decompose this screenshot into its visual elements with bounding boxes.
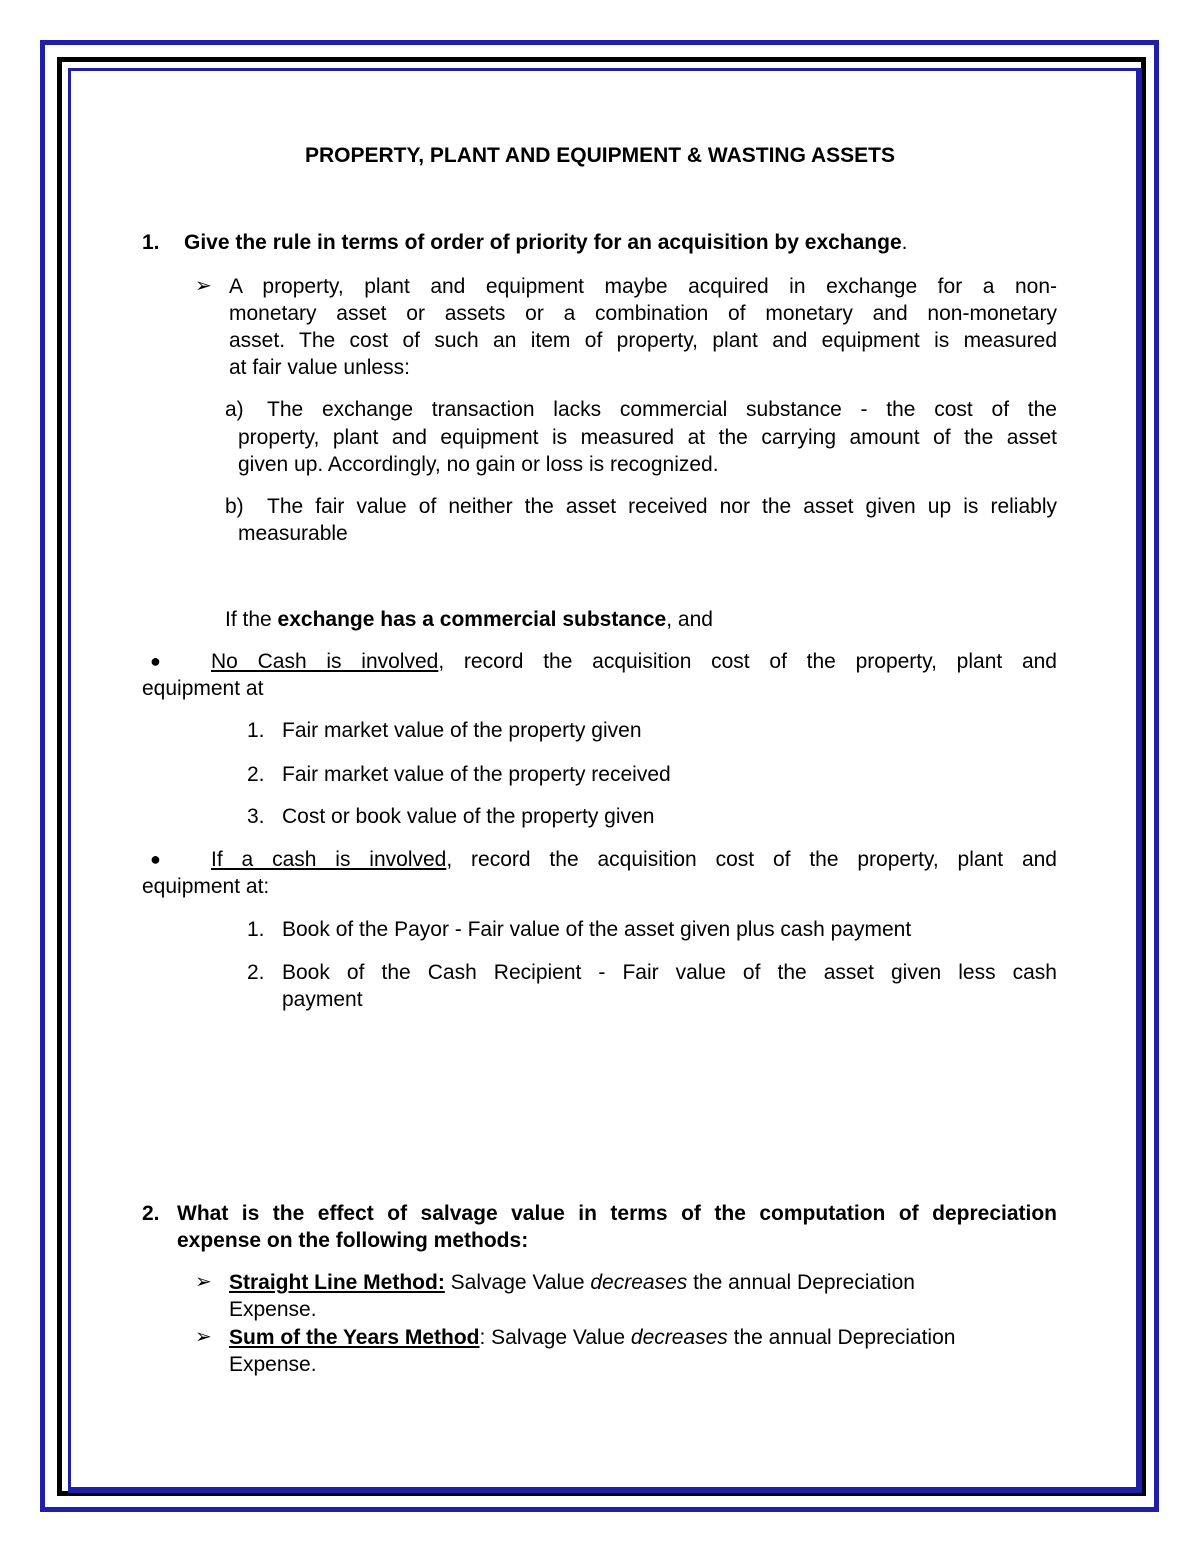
straight-line-method: Straight Line Method: Salvage Value decreases the annual Depreciation bbox=[229, 1271, 915, 1294]
q1-b-line: measurable bbox=[238, 522, 348, 545]
list-item: Fair market value of the property given bbox=[282, 719, 642, 742]
q2-number: 2. bbox=[142, 1202, 160, 1225]
q1-question: Give the rule in terms of order of priority for an acquisition by exchange. bbox=[184, 231, 908, 254]
q1-arrow-line: monetary asset or assets or a combination of monetary and non-monetary bbox=[229, 302, 1057, 325]
q1-a-line: given up. Accordingly, no gain or loss is recognized. bbox=[238, 453, 719, 476]
straight-line-method-cont: Expense. bbox=[229, 1298, 317, 1321]
q1-commercial-substance-line: If the exchange has a commercial substance, and bbox=[225, 608, 713, 631]
no-cash-line-cont: equipment at bbox=[142, 677, 264, 700]
list-number: 3. bbox=[247, 805, 265, 828]
q1-b-line: The fair value of neither the asset received nor the asset given up is reliably bbox=[267, 495, 1057, 518]
arrow-bullet-icon: ➢ bbox=[195, 1271, 212, 1293]
q1-arrow-line: at fair value unless: bbox=[229, 356, 410, 379]
list-number: 2. bbox=[247, 763, 265, 786]
list-item: Book of the Payor - Fair value of the asset given plus cash payment bbox=[282, 918, 912, 941]
q2-question-line: expense on the following methods: bbox=[177, 1229, 529, 1252]
cash-line-cont: equipment at: bbox=[142, 875, 270, 898]
list-number: 2. bbox=[247, 961, 265, 984]
no-cash-line: No Cash is involved, record the acquisition cost of the property, plant and bbox=[211, 650, 1057, 673]
q1-number: 1. bbox=[142, 231, 160, 254]
list-item: Fair market value of the property received bbox=[282, 763, 671, 786]
q2-question-line: What is the effect of salvage value in terms of the computation of depreciation bbox=[177, 1202, 1057, 1225]
list-item: Book of the Cash Recipient - Fair value of the asset given less cash bbox=[282, 961, 1057, 984]
list-item: payment bbox=[282, 988, 363, 1011]
document-title: PROPERTY, PLANT AND EQUIPMENT & WASTING ASSETS bbox=[305, 144, 895, 167]
arrow-bullet-icon: ➢ bbox=[195, 275, 212, 297]
arrow-bullet-icon: ➢ bbox=[195, 1326, 212, 1348]
q1-arrow-line: A property, plant and equipment maybe acquired in exchange for a non- bbox=[229, 275, 1057, 298]
list-number: 1. bbox=[247, 918, 265, 941]
list-number: 1. bbox=[247, 719, 265, 742]
cash-line: If a cash is involved, record the acquisition cost of the property, plant and bbox=[211, 848, 1057, 871]
q1-a-marker: a) bbox=[225, 398, 244, 421]
q1-arrow-line: asset. The cost of such an item of property, plant and equipment is measured bbox=[229, 329, 1057, 352]
list-item: Cost or book value of the property given bbox=[282, 805, 655, 828]
q1-b-marker: b) bbox=[225, 495, 244, 518]
q1-a-line: The exchange transaction lacks commercial substance - the cost of the bbox=[267, 398, 1057, 421]
q1-a-line: property, plant and equipment is measured at the carrying amount of the asset bbox=[238, 426, 1057, 449]
bullet-icon: ● bbox=[150, 651, 161, 671]
bullet-icon: ● bbox=[150, 849, 161, 869]
sum-of-years-method-cont: Expense. bbox=[229, 1353, 317, 1376]
sum-of-years-method: Sum of the Years Method: Salvage Value decreases the annual Depreciation bbox=[229, 1326, 956, 1349]
